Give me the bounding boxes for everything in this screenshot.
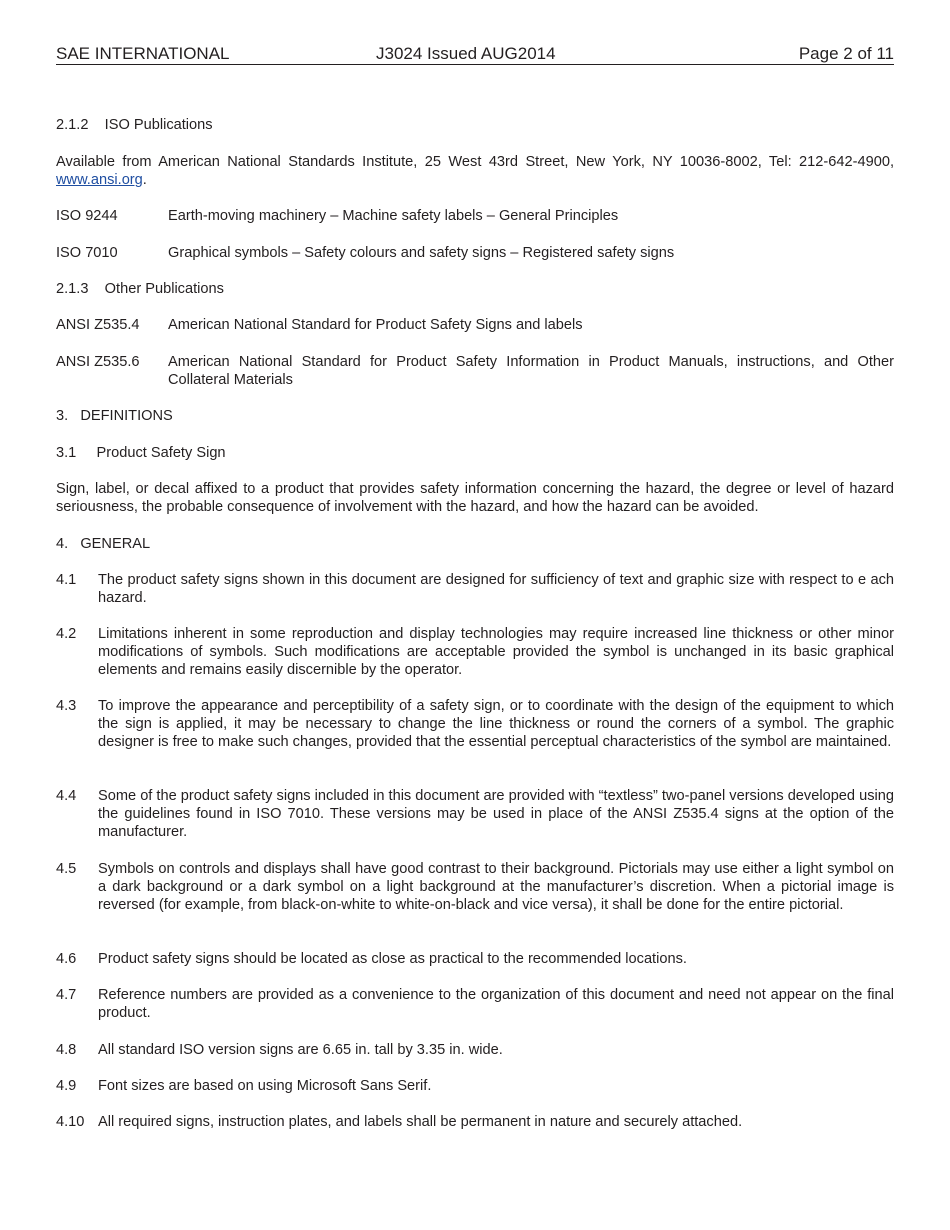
reference-code: ANSI Z535.4 [56, 317, 140, 333]
subsection-heading-product-safety-sign: 3.1 Product Safety Sign [56, 445, 226, 461]
item-number: 4.9 [56, 1078, 77, 1094]
item-text: All required signs, instruction plates, and labels shall be permanent in nature and securely attached. [98, 1114, 743, 1130]
reference-code: ISO 9244 [56, 208, 118, 224]
item-text: All standard ISO version signs are 6.65 in. tall by 3.35 in. wide. [98, 1042, 503, 1058]
item-text: Product safety signs should be located as close as practical to the recommended locations. [98, 951, 687, 967]
item-text: Symbols on controls and displays shall have good contrast to their background. Pictorials may use either a light symbol on a dark background or a dark symbol on a light background at the manufacturer’s discretion. When a pictorial image is reversed (for example, from black-on-white to white-on-black and vice versa), it shall be done for the entire pictorial. [98, 861, 894, 913]
item-number: 4.4 [56, 788, 77, 804]
item-number: 4.2 [56, 626, 77, 642]
availability-suffix: . [142, 172, 147, 188]
item-text: Reference numbers are provided as a convenience to the organization of this document and need not appear on the final product. [98, 987, 894, 1021]
ansi-link[interactable]: www.ansi.org [56, 172, 143, 188]
availability-text: Available from American National Standards Institute, 25 West 43rd Street, New York, NY 10036-8002, Tel: 212-642-4900, [56, 154, 894, 170]
reference-title: Earth-moving machinery – Machine safety labels – General Principles [168, 208, 619, 224]
header-page-number: Page 2 of 11 [798, 44, 894, 63]
definition-paragraph: Sign, label, or decal affixed to a product that provides safety information concerning the hazard, the degree or level of hazard seriousness, the probable consequence of involvement with the hazard, and how the hazard can be avoided. [56, 481, 894, 515]
header-doc-id: J3024 Issued AUG2014 [376, 44, 556, 63]
section-heading-general: 4. GENERAL [56, 536, 151, 552]
reference-title: American National Standard for Product Safety Signs and labels [168, 317, 583, 333]
item-text: Limitations inherent in some reproduction and display technologies may require increased line thickness or other minor modifications of symbols. Such modifications are acceptable provided the symbol is unchanged in its basic graphical elements and remains easily discernible by the operator. [98, 626, 894, 678]
reference-code: ANSI Z535.6 [56, 354, 140, 370]
section-heading-iso-publications: 2.1.2 ISO Publications [56, 117, 213, 133]
item-number: 4.6 [56, 951, 77, 967]
item-text: To improve the appearance and perceptibility of a safety sign, or to coordinate with the design of the equipment to which the sign is applied, it may be necessary to change the line thickness or round the corners of a symbol. The graphic designer is free to make such changes, provided that the essential perceptual characteristics of the symbol are maintained. [98, 698, 894, 750]
item-number: 4.10 [56, 1114, 85, 1130]
item-number: 4.8 [56, 1042, 77, 1058]
section-heading-other-publications: 2.1.3 Other Publications [56, 281, 224, 297]
item-number: 4.3 [56, 698, 77, 714]
reference-title: American National Standard for Product Safety Information in Product Manuals, instructions, and Other Collateral Materials [168, 354, 894, 388]
item-text: The product safety signs shown in this document are designed for sufficiency of text and graphic size with respect to e ach hazard. [98, 572, 894, 606]
header-org: SAE INTERNATIONAL [56, 44, 230, 63]
reference-title: Graphical symbols – Safety colours and safety signs – Registered safety signs [168, 245, 675, 261]
item-number: 4.1 [56, 572, 77, 588]
page-header [56, 44, 894, 65]
section-heading-definitions: 3. DEFINITIONS [56, 408, 173, 424]
item-text: Font sizes are based on using Microsoft Sans Serif. [98, 1078, 432, 1094]
item-number: 4.5 [56, 861, 77, 877]
availability-paragraph [56, 153, 894, 189]
item-number: 4.7 [56, 987, 77, 1003]
reference-code: ISO 7010 [56, 245, 118, 261]
item-text: Some of the product safety signs included in this document are provided with “textless” two-panel versions developed using the guidelines found in ISO 7010. These versions may be used in place of the ANSI Z535.4 signs at the option of the manufacturer. [98, 788, 894, 840]
